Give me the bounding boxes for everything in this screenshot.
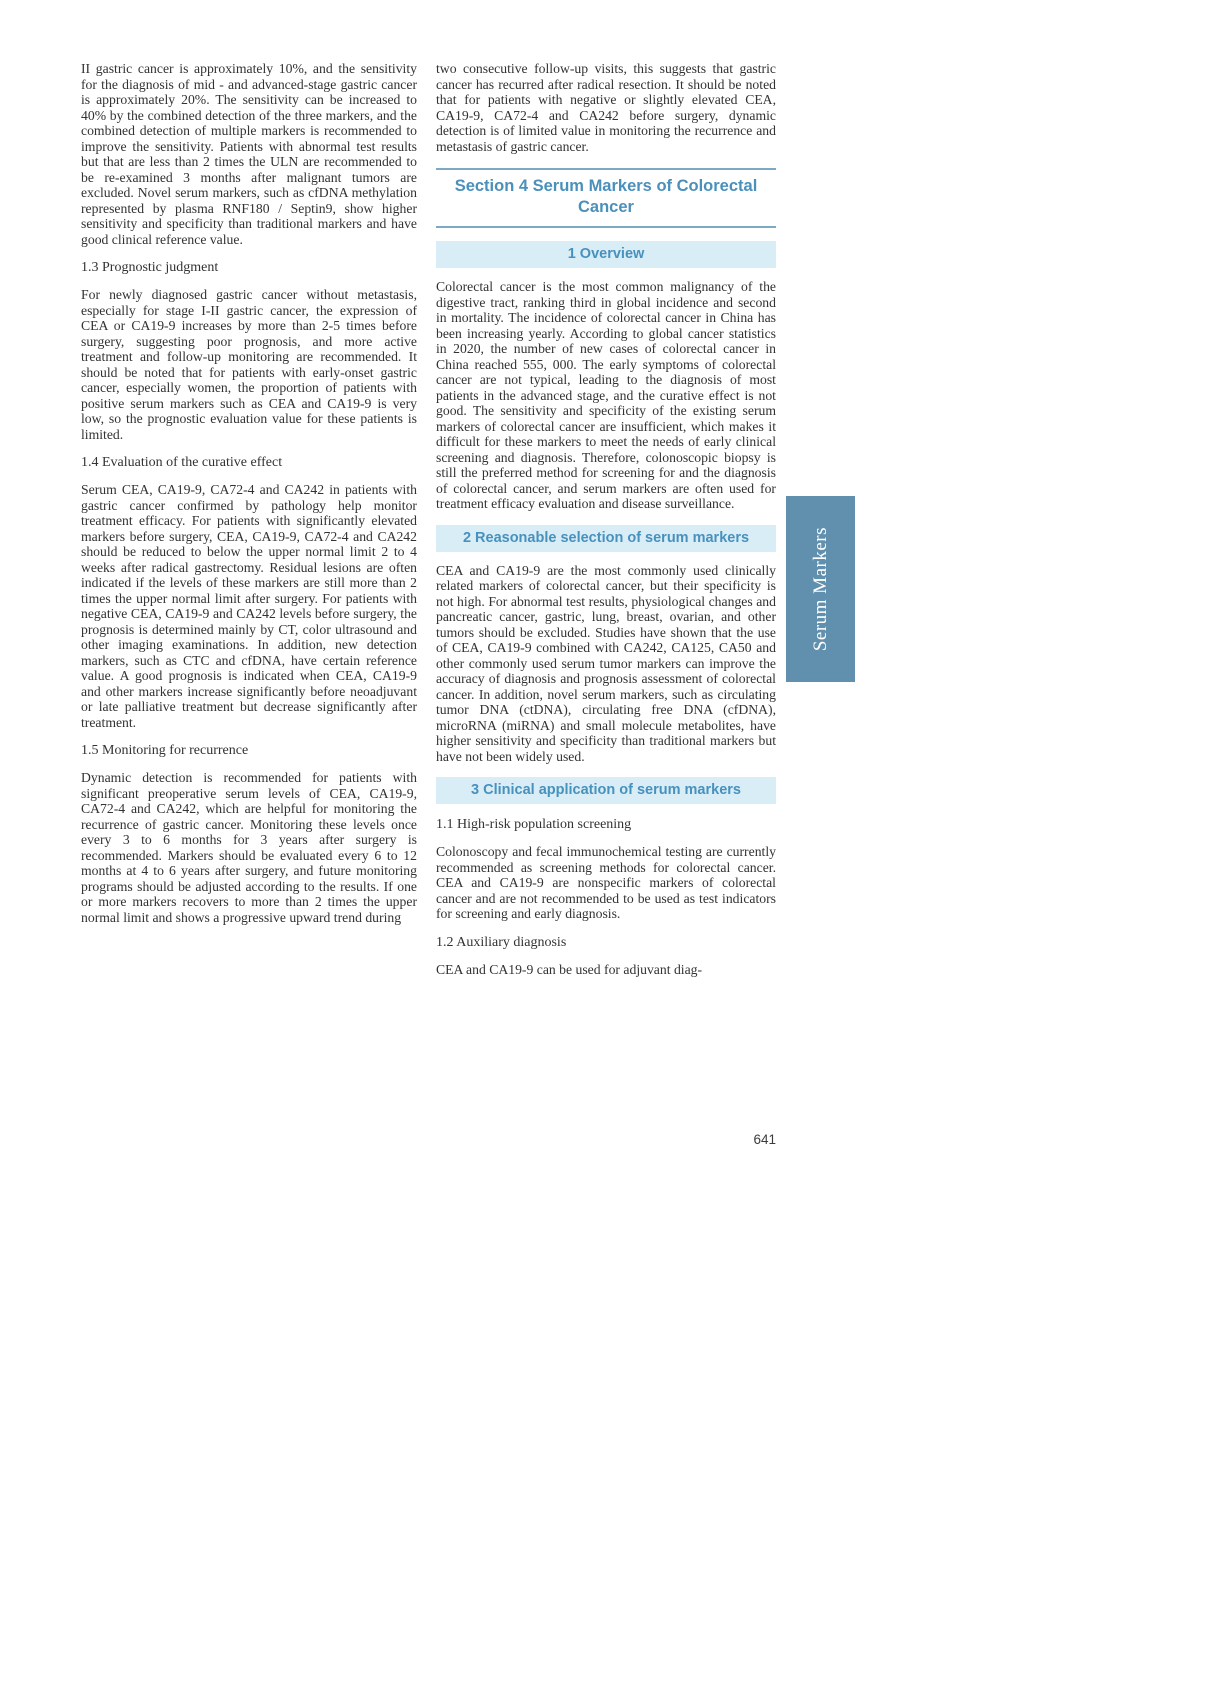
- paragraph: CEA and CA19-9 can be used for adjuvant diag-: [436, 961, 703, 977]
- subsection-heading: 1.4 Evaluation of the curative effect: [81, 455, 283, 470]
- subsection-heading: 1.2 Auxiliary diagnosis: [436, 934, 567, 950]
- subsection-strip-heading: 1 Overview: [436, 241, 776, 268]
- paragraph: CEA and CA19-9 are the most commonly used clinically related markers of colorectal cancer, but their specificity is not high. For abnormal test results, physiological changes and pancreatic cancer, gastric, lung, breast, ovarian, and other tumors should be excluded. Studies have shown that the use of CEA, CA19-9 combined with CA242, CA125, CA50 and other commonly used serum tumor markers can improve the accuracy of diagnosis and prognosis assessment of colorectal cancer. In addition, novel serum markers, such as circulating tumor DNA (ctDNA), circulating free DNA (cfDNA), microRNA (miRNA) and small molecule metabolites, have higher sensitivity and specificity than traditional markers but have not been widely used.: [436, 562, 776, 764]
- page-number: 641: [753, 1132, 776, 1147]
- paragraph: two consecutive follow-up visits, this suggests that gastric cancer has recurred after radical resection. It should be noted that for patients with negative or slightly elevated CEA, CA19-9, CA72-4 and CA242 before surgery, dynamic detection is of limited value in monitoring the recurrence and metastasis of gastric cancer.: [436, 61, 776, 154]
- subsection-heading: 1.1 High-risk population screening: [436, 817, 632, 832]
- paragraph: Colonoscopy and fecal immunochemical testing are currently recommended as screening methods for colorectal cancer. CEA and CA19-9 are nonspecific markers of colorectal cancer and are not recommended to be used as test indicators for screening and early diagnosis.: [436, 844, 776, 921]
- side-tab-label: Serum Markers: [809, 526, 831, 652]
- paragraph: Serum CEA, CA19-9, CA72-4 and CA242 in patients with gastric cancer confirmed by pathology help monitor treatment efficacy. For patients with significantly elevated markers before surgery, CEA, CA19-9, CA72-4 and CA242 should be reduced to below the upper normal limit 2 to 4 weeks after radical gastrectomy. Residual lesions are often indicated if the levels of these markers are still more than 2 times the upper normal limit after surgery. For patients with negative CEA, CA19-9 and CA242 levels before surgery, the prognosis is determined mainly by CT, color ultrasound and other imaging examinations. In addition, new detection markers, such as CTC and cfDNA, have certain reference value. A good prognosis is indicated when CEA, CA19-9 and other markers increase significantly before neoadjuvant or late palliative treatment but decrease significantly after treatment.: [81, 482, 417, 730]
- paragraph: Dynamic detection is recommended for patients with significant preoperative serum levels of CEA, CA19-9, CA72-4 and CA242, which are helpful for monitoring the recurrence of gastric cancer. Monitoring these levels once every 3 to 6 months for 3 years after surgery is recommended. Markers should be evaluated every 6 to 12 months at 4 to 6 years after surgery, and future monitoring programs should be adjusted according to the results. If one or more markers recovers to more than 2 times the upper normal limit and shows a progressive upward trend during: [81, 770, 417, 925]
- subsection-heading: 1.5 Monitoring for recurrence: [81, 743, 249, 758]
- paragraph: For newly diagnosed gastric cancer without metastasis, especially for stage I-II gastric cancer, the expression of CEA or CA19-9 increases by more than 2-5 times before surgery, suggesting poor prognosis, and more active treatment and follow-up monitoring are recommended. It should be noted that for patients with early-onset gastric cancer, especially women, the proportion of patients with positive serum markers such as CEA and CA19-9 is very low, so the prognostic evaluation value for these patients is limited.: [81, 287, 417, 442]
- subsection-strip-heading: 2 Reasonable selection of serum markers: [436, 525, 776, 552]
- section-heading: Section 4 Serum Markers of Colorectal Cancer: [436, 168, 776, 228]
- paragraph: II gastric cancer is approximately 10%, and the sensitivity for the diagnosis of mid - and advanced-stage gastric cancer is approximately 20%. The sensitivity can be increased to 40% by the combined detection of the three markers, and the combined detection of multiple markers is recommended to improve the sensitivity. Patients with abnormal test results but that are less than 2 times the ULN are recommended to be re-examined 3 months after malignant tumors are excluded. Novel serum markers, such as cfDNA methylation represented by plasma RNF180 / Septin9, show higher sensitivity and specificity than traditional markers and have good clinical reference value.: [81, 61, 417, 247]
- serum-markers-side-tab: [786, 496, 855, 682]
- paragraph: Colorectal cancer is the most common malignancy of the digestive tract, ranking third in global incidence and second in mortality. The incidence of colorectal cancer in China has been increasing yearly. According to global cancer statistics in 2020, the number of new cases of colorectal cancer in China reached 555, 000. The early symptoms of colorectal cancer are not typical, leading to the diagnosis of most patients in the advanced stage, and the curative effect is not good. The sensitivity and specificity of the existing serum markers of colorectal cancer are insufficient, which makes it difficult for these markers to meet the needs of early clinical screening and diagnosis. Therefore, colonoscopic biopsy is still the preferred method for screening for and the diagnosis of colorectal cancer, and serum markers are often used for treatment efficacy evaluation and disease surveillance.: [436, 279, 776, 511]
- subsection-strip-heading: 3 Clinical application of serum markers: [436, 777, 776, 804]
- right-column: [436, 61, 776, 987]
- left-column: [81, 61, 417, 935]
- subsection-heading: 1.3 Prognostic judgment: [81, 260, 219, 275]
